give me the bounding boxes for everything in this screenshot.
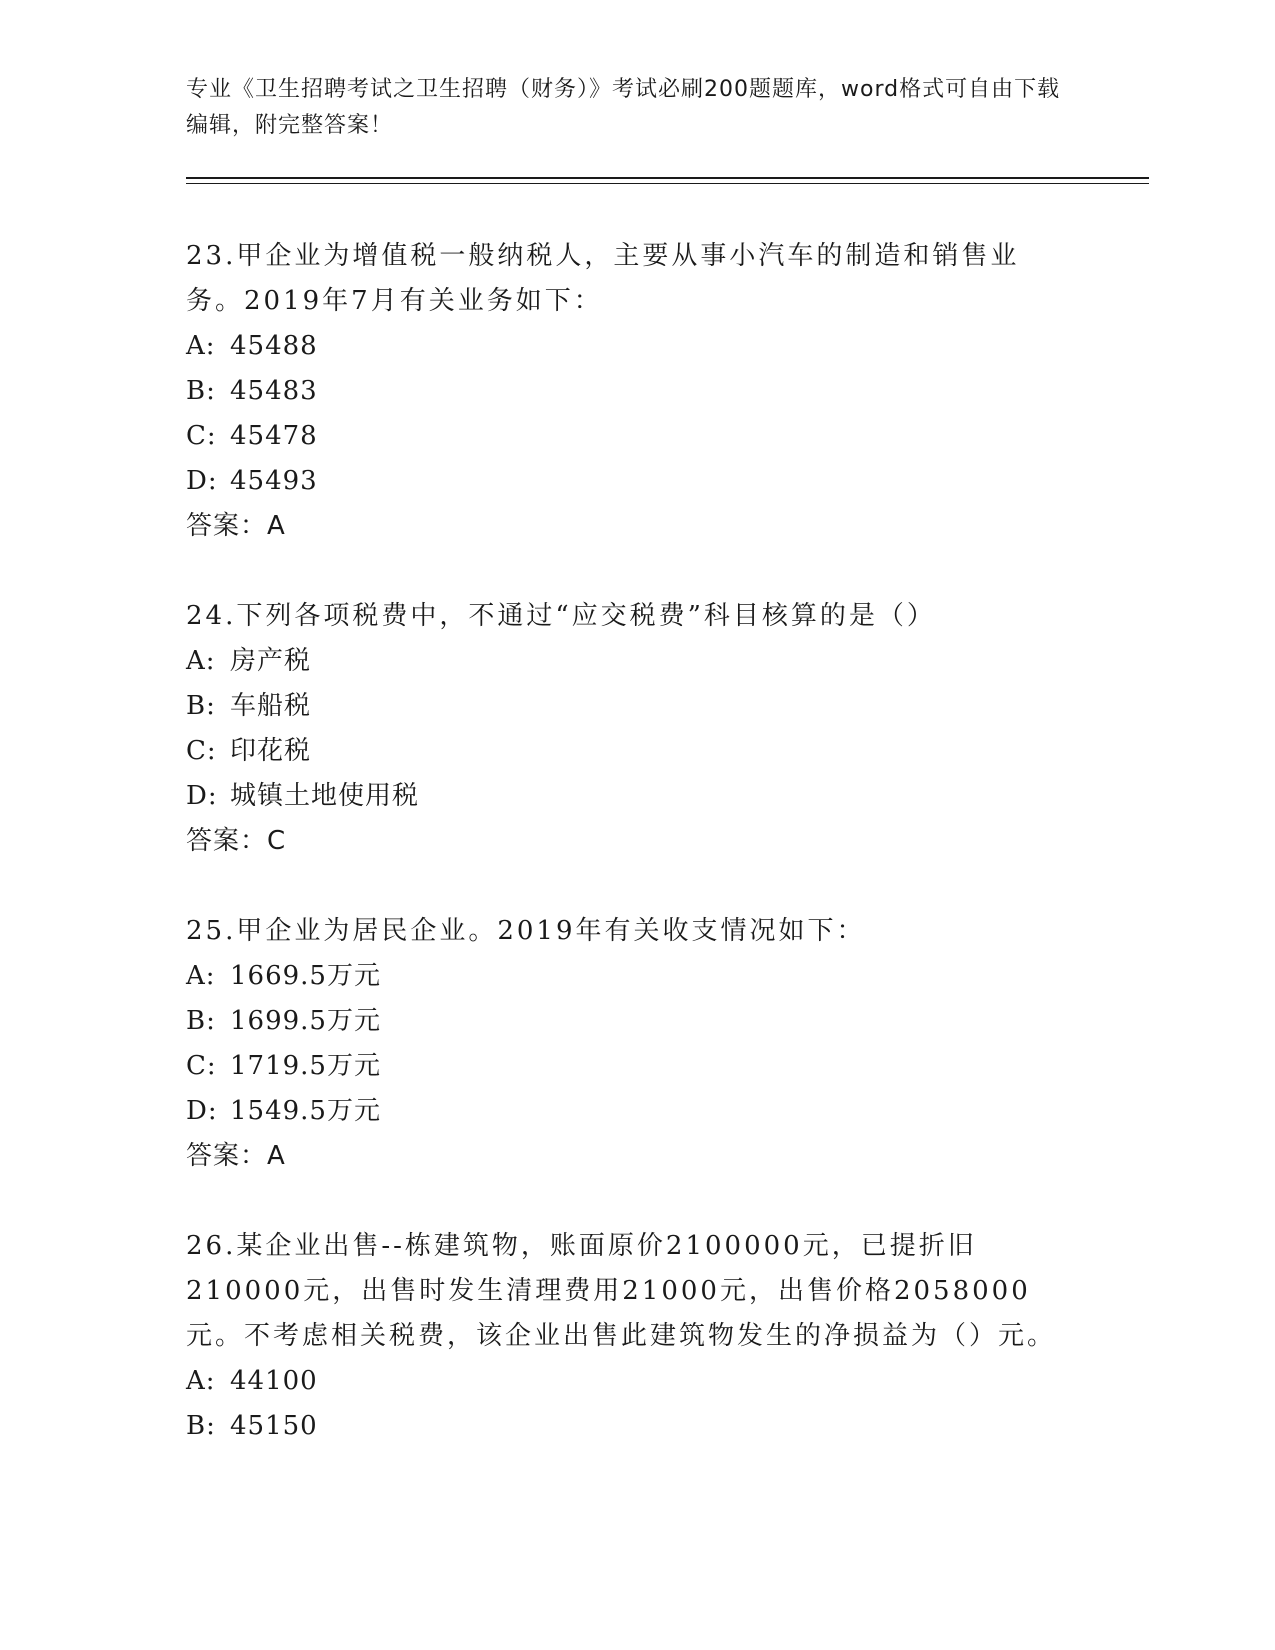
- option-letter: D:: [186, 466, 218, 496]
- option-text: 城镇土地使用税: [230, 781, 420, 811]
- option-text: 1699.5万元: [230, 1006, 381, 1036]
- option-b: [186, 684, 1066, 729]
- document-header: 专业《卫生招聘考试之卫生招聘（财务）》考试必刷200题题库，word格式可自由下载编辑，附完整答案！: [186, 77, 1061, 138]
- option-text: 45488: [230, 331, 318, 361]
- option-letter: C:: [186, 736, 217, 766]
- option-c: [186, 729, 1066, 774]
- option-text: 房产税: [230, 646, 312, 676]
- question-25: [186, 909, 1066, 1179]
- option-letter: C:: [186, 421, 217, 451]
- option-text: 1719.5万元: [230, 1051, 381, 1081]
- option-text: 1549.5万元: [230, 1096, 381, 1126]
- question-stem: 25.甲企业为居民企业。2019年有关收支情况如下：: [186, 916, 866, 946]
- option-d: [186, 774, 1066, 819]
- option-letter: C:: [186, 1051, 217, 1081]
- option-b: [186, 369, 1066, 414]
- option-a: [186, 1359, 1066, 1404]
- answer-line: 答案：A: [186, 511, 286, 541]
- option-letter: D:: [186, 1096, 218, 1126]
- option-letter: B:: [186, 1006, 216, 1036]
- option-text: 45478: [230, 421, 318, 451]
- option-letter: A:: [186, 331, 216, 361]
- option-letter: A:: [186, 961, 216, 991]
- question-stem: 23.甲企业为增值税一般纳税人，主要从事小汽车的制造和销售业务。2019年7月有关业务如下：: [186, 241, 1020, 316]
- answer-line: 答案：C: [186, 826, 287, 856]
- option-c: [186, 1044, 1066, 1089]
- option-d: [186, 459, 1066, 504]
- header-divider-thin: [186, 183, 1149, 184]
- option-text: 1669.5万元: [230, 961, 381, 991]
- answer-line: 答案：A: [186, 1141, 286, 1171]
- option-c: [186, 414, 1066, 459]
- option-a: [186, 639, 1066, 684]
- option-text: 44100: [230, 1366, 318, 1396]
- question-list: [186, 234, 1066, 1494]
- option-d: [186, 1089, 1066, 1134]
- option-a: [186, 954, 1066, 999]
- option-letter: A:: [186, 646, 216, 676]
- option-text: 45493: [230, 466, 318, 496]
- option-letter: A:: [186, 1366, 216, 1396]
- option-b: [186, 1404, 1066, 1449]
- option-text: 印花税: [230, 736, 312, 766]
- option-letter: D:: [186, 781, 218, 811]
- question-stem: 26.某企业出售--栋建筑物，账面原价2100000元，已提折旧210000元，出售时发生清理费用21000元，出售价格2058000元。不考虑相关税费，该企业出售此建筑物发生的净损益为（）元。: [186, 1231, 1057, 1351]
- option-text: 车船税: [230, 691, 312, 721]
- option-letter: B:: [186, 1411, 216, 1441]
- option-letter: B:: [186, 691, 216, 721]
- question-stem: 24.下列各项税费中，不通过“应交税费”科目核算的是（）: [186, 601, 936, 631]
- header-divider-thick: [186, 177, 1149, 179]
- option-a: [186, 324, 1066, 369]
- option-text: 45150: [230, 1411, 318, 1441]
- option-text: 45483: [230, 376, 318, 406]
- question-23: [186, 234, 1066, 549]
- question-26: [186, 1224, 1066, 1449]
- option-b: [186, 999, 1066, 1044]
- option-letter: B:: [186, 376, 216, 406]
- question-24: [186, 594, 1066, 864]
